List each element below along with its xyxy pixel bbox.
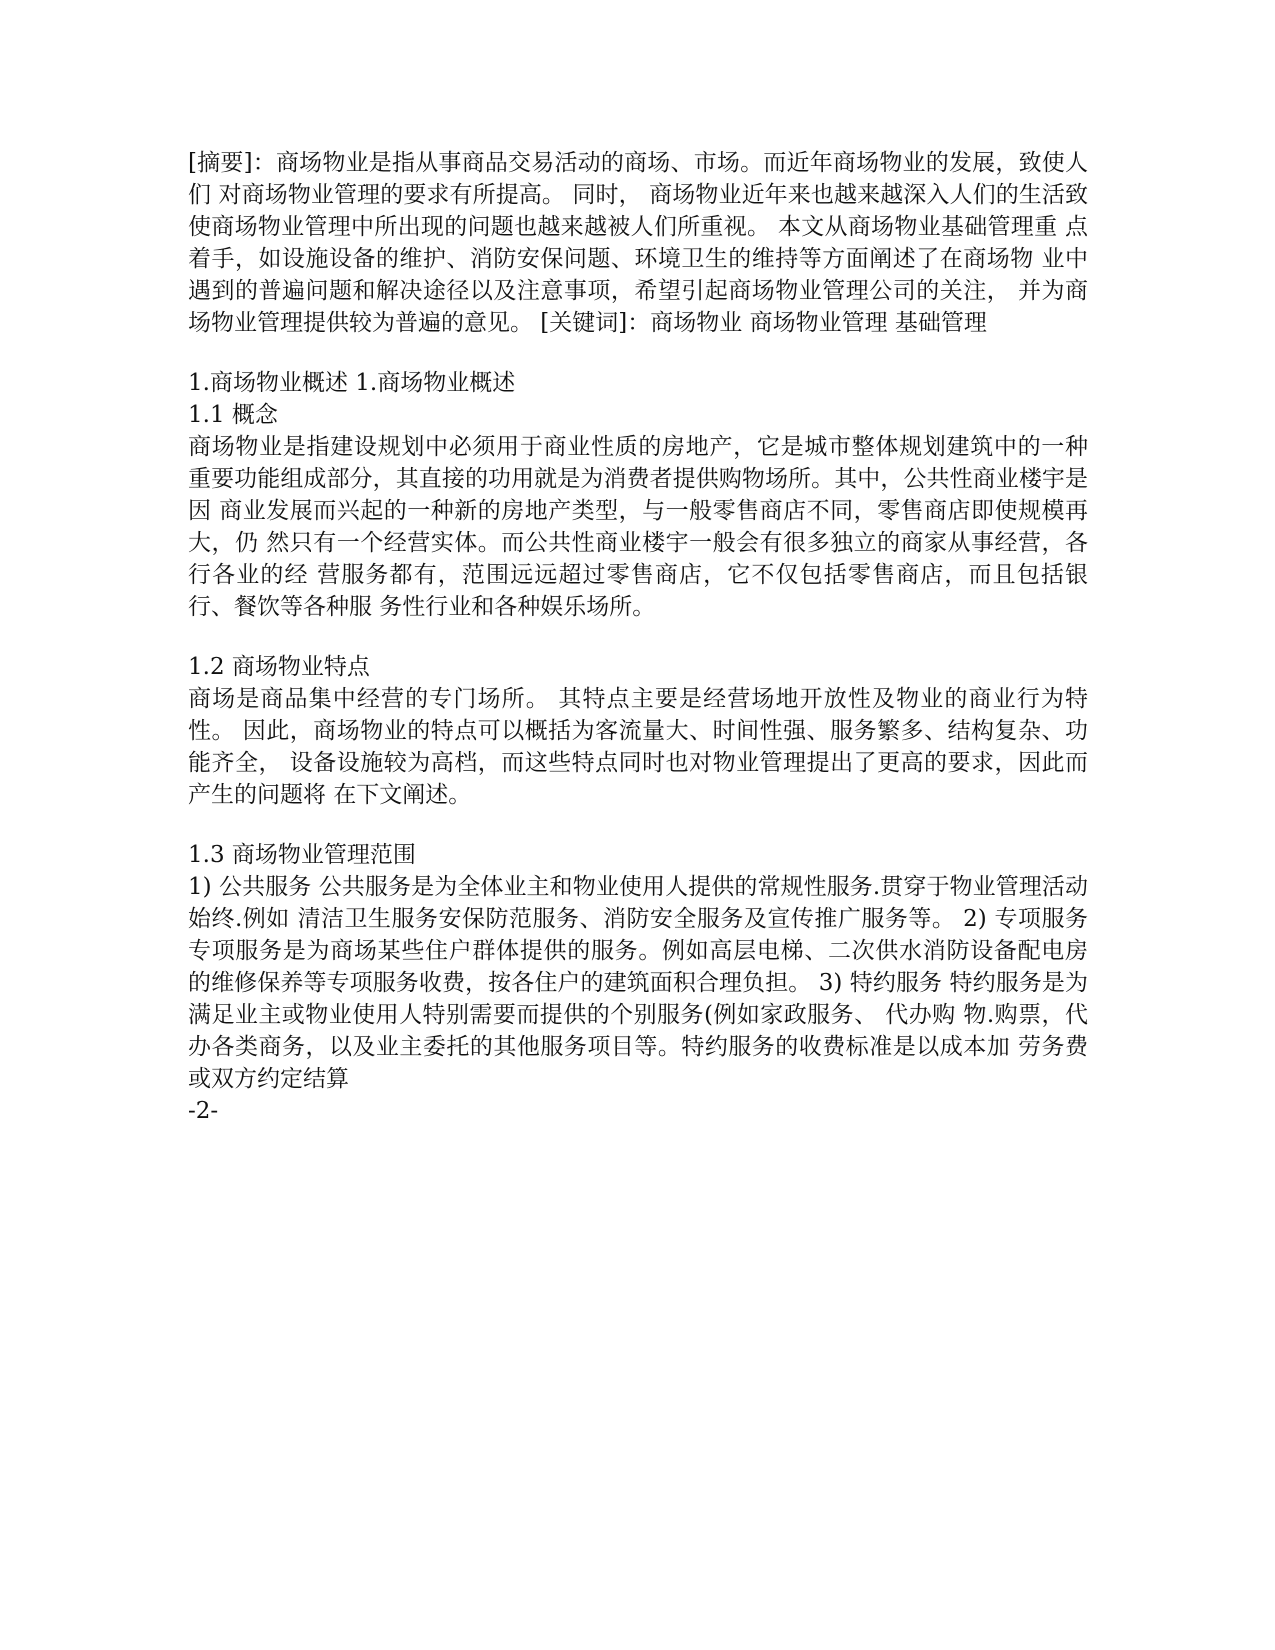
section-1-1-heading: 1.1 概念 <box>188 402 278 428</box>
abstract-paragraph: [摘要]：商场物业是指从事商品交易活动的商场、市场。而近年商场物业的发展，致使人们 对商场物业管理的要求有所提高。 同时， 商场物业近年来也越来越深入人们的生活致 使商场物业管理中所出现的问题也越来越被人们所重视。 本文从商场物业基础管理重 点着手，如设施设备的维护、消防安保问题、环境卫生的维持等方面阐述了在商场物 业中遇到的普遍问题和解决途径以及注意事项，希望引起商场物业管理公司的关注， 并为商场物业管理提供较为普遍的意见。 [关键词]：商场物业 商场物业管理 基础管理 <box>188 150 1096 336</box>
section-1-3-body: 1) 公共服务 公共服务是为全体业主和物业使用人提供的常规性服务.贯穿于物业管理活动始终.例如 清洁卫生服务安保防范服务、消防安全服务及宣传推广服务等。 2) 专项服务 专项服务是为商场某些住户群体提供的服务。例如高层电梯、二次供水消防设备配电房 的维修保养等专项服务收费，按各住户的建筑面积合理负担。 3) 特约服务 特约服务是为满足业主或物业使用人特别需要而提供的个别服务(例如家政服务、 代办购 物.购票，代办各类商务，以及业主委托的其他服务项目等。特约服务的收费标准是以成本加 劳务费或双方约定结算 <box>188 874 1096 1092</box>
section-1-1-body: 商场物业是指建设规划中必须用于商业性质的房地产，它是城市整体规划建筑中的一种 重要功能组成部分，其直接的功用就是为消费者提供购物场所。其中，公共性商业楼宇是因 商业发展而兴起的一种新的房地产类型，与一般零售商店不同，零售商店即使规模再大，仍 然只有一个经营实体。而公共性商业楼宇一般会有很多独立的商家从事经营，各行各业的经 营服务都有，范围远远超过零售商店，它不仅包括零售商店，而且包括银行、餐饮等各种服 务性行业和各种娱乐场所。 <box>188 434 1096 620</box>
spacer <box>188 811 1088 839</box>
section-1-2-heading: 1.2 商场物业特点 <box>188 654 370 680</box>
page-number: -2- <box>188 1098 219 1124</box>
spacer <box>188 339 1088 367</box>
document-page <box>188 147 1096 1127</box>
section-1-heading: 1.商场物业概述 1.商场物业概述 <box>188 370 516 396</box>
spacer <box>188 623 1088 651</box>
section-1-2-body: 商场是商品集中经营的专门场所。 其特点主要是经营场地开放性及物业的商业行为特性。 因此，商场物业的特点可以概括为客流量大、时间性强、服务繁多、结构复杂、功能齐全， 设备设施较为高档，而这些特点同时也对物业管理提出了更高的要求，因此而产生的问题将 在下文阐述。 <box>188 686 1088 808</box>
section-1-3-heading: 1.3 商场物业管理范围 <box>188 842 416 868</box>
